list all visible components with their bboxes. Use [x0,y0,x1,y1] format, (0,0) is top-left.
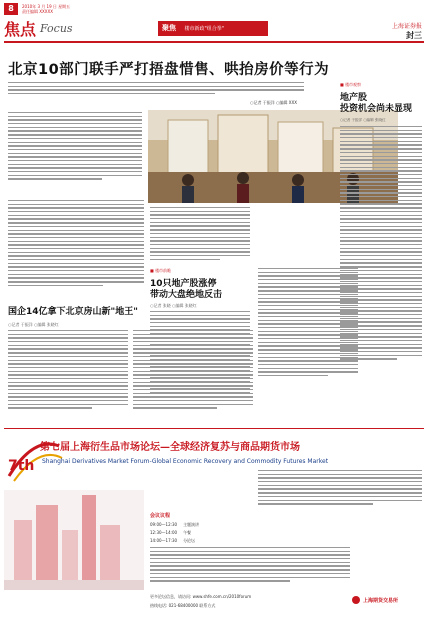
section-title-cn: 焦点 [4,20,37,39]
schedule-time: 12:30—14:00 [150,530,178,535]
banner-number: 7th [8,458,35,474]
middle-story [150,268,171,274]
exchange-logo-icon [352,596,360,604]
schedule-item: 午餐 [183,530,192,535]
footer-website: 更多论坛信息，请访问: www.shfe.com.cn/2010forum [150,594,252,599]
newspaper-brand: 上海证券报 [391,23,422,30]
middle-story-section: ■ 楼市前瞻 [150,268,171,274]
banner-subtitle: Shanghai Derivatives Market Forum-Global Economic Recovery and Commodity Futures Market [42,458,329,465]
schedule-item: 主题演讲 [183,522,200,527]
right-story-body [340,126,422,360]
schedule-time: 14:00—17:30 [150,538,178,543]
schedule-row [150,522,420,528]
schedule-heading: 会议议程 [150,513,171,519]
left-story-byline: ○记者 于振洋 ○编辑 张晓红 [8,322,59,327]
schedule-details [150,547,350,582]
left-story-body-1 [8,330,128,409]
schedule-row [150,530,420,536]
exchange-logo [352,596,398,604]
schedule-time: 09:00—12:30 [150,522,178,527]
header-rule [4,41,424,43]
footer-hotline: 热线电话: 021-68400000 联系方式 [150,603,216,608]
right-story-title: 地产股 投资机会尚未显现 [340,93,413,114]
right-story-byline: ○记者 于振洋 ○编辑 张晓红 [340,118,386,122]
schedule-item: 分论坛 [183,538,196,543]
exchange-logo-text: 上海期货交易所 [363,597,399,604]
banner-rule [4,428,424,429]
main-headline: 北京10部门联手严打捂盘惜售、哄抬房价等行为 [8,62,330,78]
section-title-en: Focus [40,22,73,35]
editor-credit: 责任编辑 XXXXX [22,9,53,14]
right-story [340,82,361,88]
date-line [22,4,70,14]
middle-story-body [150,311,250,401]
lead-paragraph [8,82,304,94]
page-tag: 封三 [406,31,422,40]
middle-column-body-top [150,207,250,260]
city-graphic [4,490,144,590]
main-byline: ○记者 于振洋 ○编辑 XXX [250,100,298,105]
topic-band-title: 聚焦 [162,24,176,32]
page-number: 8 [4,3,18,15]
banner-headline: 第七届上海衍生品市场论坛—全球经济复苏与商品期货市场 [40,442,300,453]
left-column-body [8,200,144,286]
intro-text [8,112,142,180]
topic-band [158,21,268,36]
schedule [150,512,420,582]
right-story-section: ■ 楼市观察 [340,82,361,88]
forum-description [258,470,422,505]
topic-band-subtitle: 楼市新政"组合拳" [184,26,225,32]
left-story-title: 国企14亿拿下北京房山新"地王" [8,307,138,317]
middle-story-title: 10只地产股涨停 带动大盘绝地反击 [150,279,223,300]
issue-date: 2010年 3 月 19 日 星期五 [22,4,71,9]
middle-story-byline: ○记者 张晓 ○编辑 张晓红 [150,303,197,308]
schedule-row [150,538,420,544]
